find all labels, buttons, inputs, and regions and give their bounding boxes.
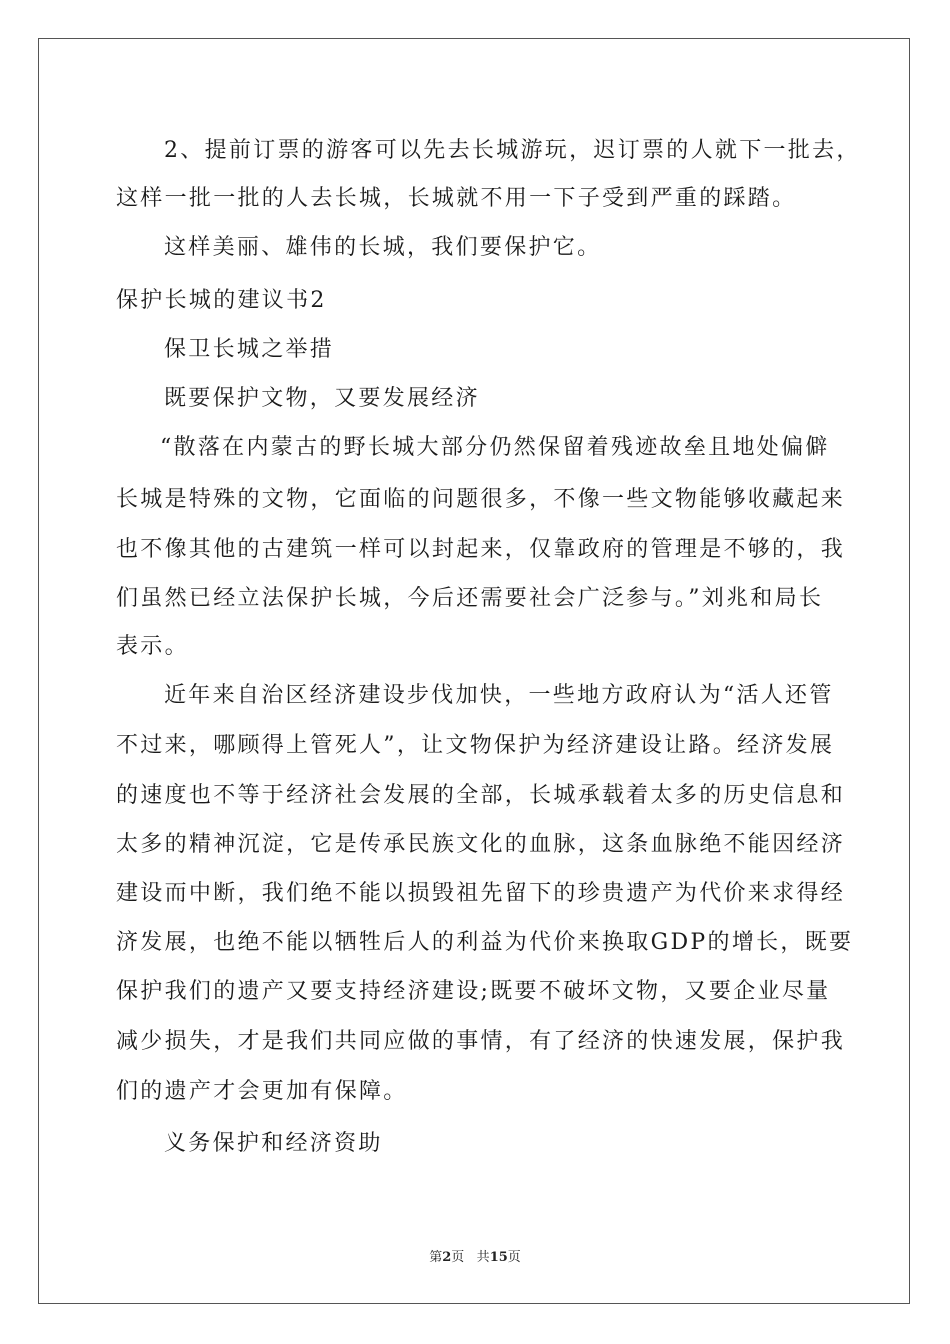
page-border <box>38 38 910 1304</box>
section-heading: 保护长城的建议书2 <box>116 288 327 313</box>
paragraph-line: 太多的精神沉淀，它是传承民族文化的血脉，这条血脉绝不能因经济 <box>116 832 846 857</box>
paragraph-line: 的速度也不等于经济社会发展的全部，长城承载着太多的历史信息和 <box>116 783 846 808</box>
paragraph-line: 保护我们的遗产又要支持经济建设;既要不破坏文物，又要企业尽量 <box>116 979 831 1004</box>
paragraph-line: 济发展，也绝不能以牺牲后人的利益为代价来换取GDP的增长，既要 <box>116 930 854 955</box>
subheading: 既要保护文物，又要发展经济 <box>164 386 480 411</box>
paragraph-line: 这样美丽、雄伟的长城，我们要保护它。 <box>164 235 602 260</box>
paragraph-line: “散落在内蒙古的野长城大部分仍然保留着残迹故垒且地处偏僻 <box>160 435 830 460</box>
subheading: 义务保护和经济资助 <box>164 1131 383 1156</box>
page-footer <box>0 1246 950 1265</box>
paragraph-line: 这样一批一批的人去长城，长城就不用一下子受到严重的踩踏。 <box>116 186 797 211</box>
subheading: 保卫长城之举措 <box>164 337 335 362</box>
current-page-number: 2 <box>442 1250 452 1265</box>
page-suffix: 页 <box>451 1250 465 1265</box>
total-pages-number: 15 <box>489 1250 508 1265</box>
page-prefix: 第 <box>429 1250 443 1265</box>
paragraph-line: 们的遗产才会更加有保障。 <box>116 1079 408 1104</box>
total-suffix: 页 <box>507 1250 521 1265</box>
paragraph-line: 2、提前订票的游客可以先去长城游玩，迟订票的人就下一批去， <box>164 138 861 163</box>
paragraph-line: 建设而中断，我们绝不能以损毁祖先留下的珍贵遗产为代价来求得经 <box>116 881 846 906</box>
paragraph-line: 减少损失，才是我们共同应做的事情，有了经济的快速发展，保护我 <box>116 1029 846 1054</box>
paragraph-line: 表示。 <box>116 634 189 659</box>
paragraph-line: 们虽然已经立法保护长城，今后还需要社会广泛参与。”刘兆和局长 <box>116 586 824 611</box>
paragraph-line: 近年来自治区经济建设步伐加快，一些地方政府认为“活人还管 <box>164 683 834 708</box>
paragraph-line: 长城是特殊的文物，它面临的问题很多，不像一些文物能够收藏起来 <box>116 487 846 512</box>
paragraph-line: 也不像其他的古建筑一样可以封起来，仅靠政府的管理是不够的，我 <box>116 537 846 562</box>
total-prefix: 共 <box>476 1250 490 1265</box>
paragraph-line: 不过来，哪顾得上管死人”，让文物保护为经济建设让路。经济发展 <box>116 733 835 758</box>
